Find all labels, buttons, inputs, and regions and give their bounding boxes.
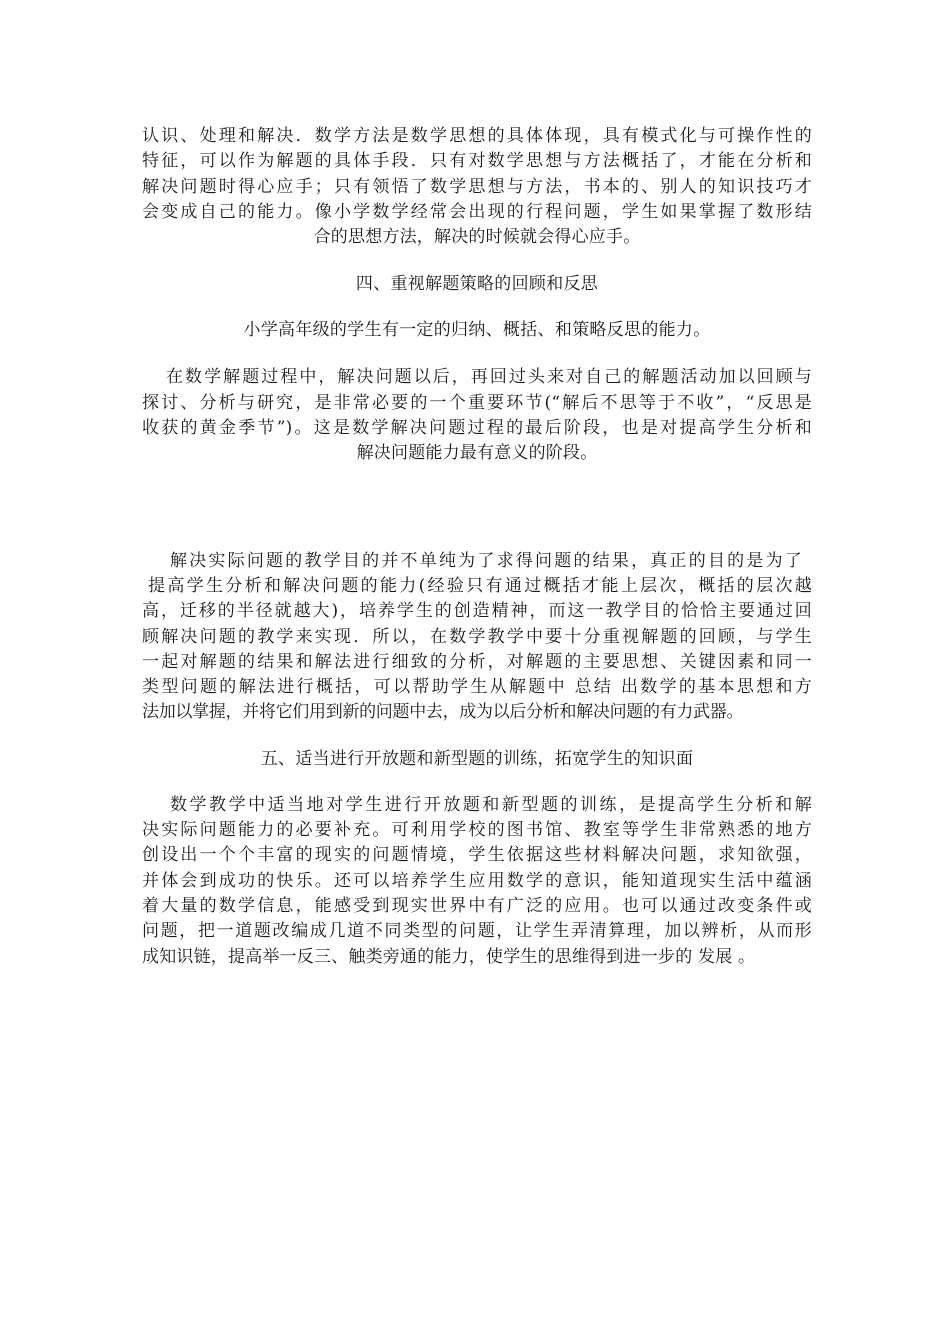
text-line: 创设出一个个丰富的现实的问题情境，学生依据这些材料解决问题，求知欲强， [142,845,812,866]
text-line: 认识、处理和解决．数学方法是数学思想的具体体现，具有模式化与可操作性的 [142,126,812,146]
text-line: 顾解决问题的教学来实现．所以，在数学教学中要十分重视解题的回顾，与学生 [142,626,812,647]
text-line: 提高学生分析和解决问题的能力(经验只有通过概括才能上层次，概括的层次越 [148,575,812,596]
document-page [142,124,812,970]
text-line: 解决问题时得心应手；只有领悟了数学思想与方法，书本的、别人的知识技巧才 [142,176,812,197]
text-line: 会变成自己的能力。像小学数学经常会出现的行程问题，学生如果掌握了数形结 [142,201,812,222]
text-line: 成知识链，提高举一反三、触类旁通的能力，使学生的思维得到进一步的 发展 。 [142,946,756,967]
text-line: 问题，把一道题改编成几道不同类型的问题，让学生弄清算理，加以辨析，从而形 [142,921,812,942]
text-line: 数学教学中适当地对学生进行开放题和新型题的训练，是提高学生分析和解 [170,794,812,815]
text-line: 着大量的数学信息，能感受到现实世界中有广泛的应用。也可以通过改变条件或 [142,895,812,916]
text-line: 法加以掌握，并将它们用到新的问题中去，成为以后分析和解决问题的有力武器。 [142,702,744,723]
paragraph-open-problems [142,793,812,970]
text-line: 探讨、分析与研究，是非常必要的一个重要环节(“解后不思等于不收”，“反思是 [142,392,812,413]
text-line: 在数学解题过程中，解决问题以后，再回过头来对自己的解题活动加以回顾与 [166,367,812,388]
text-line: 合的思想方法，解决的时候就会得心应手。 [313,227,641,248]
text-line: 类型问题的解法进行概括，可以帮助学生从解题中 总结 出数学的基本思想和方 [142,677,812,698]
text-line: 解决实际问题的教学目的并不单纯为了求得问题的结果，真正的目的是为了 [170,550,802,571]
text-line: 高，迁移的半径就越大)，培养学生的创造精神，而这一教学目的恰恰主要通过回 [142,601,812,622]
text-line: 特征，可以作为解题的具体手段．只有对数学思想与方法概括了，才能在分析和 [142,151,812,172]
section-heading-5: 五、适当进行开放题和新型题的训练，拓宽学生的知识面 [260,748,694,769]
text-line: 并体会到成功的快乐。还可以培养学生应用数学的意识，能知道现实生活中蕴涵 [142,870,812,891]
lead-sentence: 小学高年级的学生有一定的归纳、概括、和策略反思的能力。 [243,320,711,341]
section-heading-4: 四、重视解题策略的回顾和反思 [355,274,599,295]
paragraph-teaching-goal [142,549,812,726]
paragraph-math-methods [142,124,812,250]
paragraph-reflection [142,365,812,466]
text-line: 收获的黄金季节”)。这是数学解决问题过程的最后阶段，也是对提高学生分析和 [142,418,812,439]
text-line: 解决问题能力最有意义的阶段。 [356,443,598,464]
text-line: 一起对解题的结果和解法进行细致的分析，对解题的主要思想、关键因素和同一 [142,651,812,672]
text-line: 决实际问题能力的必要补充。可利用学校的图书馆、教室等学生非常熟悉的地方 [142,820,812,841]
